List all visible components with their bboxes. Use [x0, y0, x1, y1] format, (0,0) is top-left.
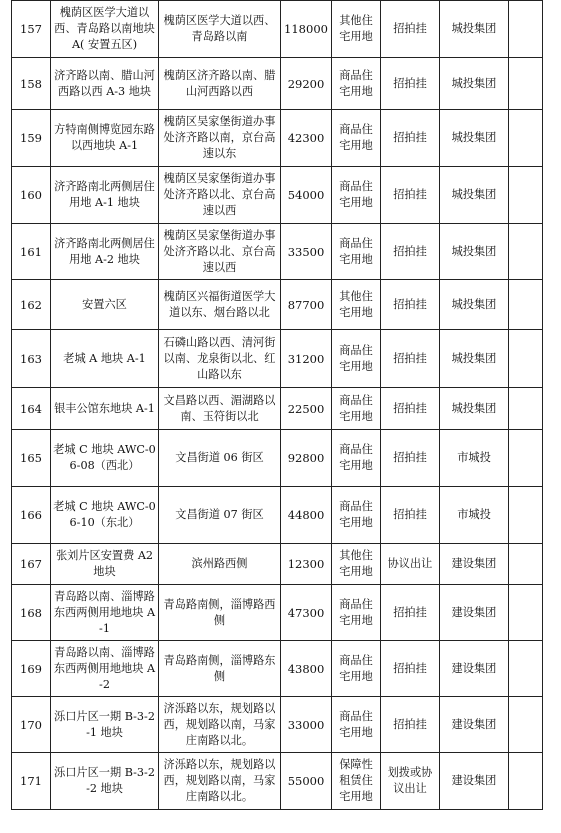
land-use-cell: 商品住宅用地: [332, 697, 381, 753]
plot-name-cell: 安置六区: [51, 280, 159, 330]
table-row: [12, 641, 543, 697]
row-number-cell: 169: [12, 641, 51, 697]
plot-name-cell: 泺口片区一期 B-3-2-1 地块: [51, 697, 159, 753]
plot-name-cell: 张刘片区安置费 A2 地块: [51, 544, 159, 585]
land-use-cell: 商品住宅用地: [332, 110, 381, 167]
table-row: [12, 58, 543, 110]
plot-area-cell: 55000: [281, 753, 332, 810]
table-row: [12, 430, 543, 487]
plot-location-cell: 槐荫区兴福街道医学大道以东、烟台路以北: [159, 280, 281, 330]
row-number-cell: 164: [12, 388, 51, 430]
plot-area-cell: 42300: [281, 110, 332, 167]
plot-location-cell: 青岛路南侧，淄博路西侧: [159, 585, 281, 641]
plot-name-cell: 济齐路以南、腊山河西路以西 A-3 地块: [51, 58, 159, 110]
plot-area-cell: 12300: [281, 544, 332, 585]
plot-name-cell: 方特南侧博览园东路以西地块 A-1: [51, 110, 159, 167]
plot-location-cell: 槐荫区济齐路以南、腊山河西路以西: [159, 58, 281, 110]
plot-name-cell: 老城 C 地块 AWC-06-08（西北）: [51, 430, 159, 487]
remark-cell: [509, 167, 543, 224]
plot-location-cell: 文昌街道 06 街区: [159, 430, 281, 487]
land-use-cell: 商品住宅用地: [332, 58, 381, 110]
land-use-cell: 商品住宅用地: [332, 388, 381, 430]
supply-method-cell: 招拍挂: [381, 430, 440, 487]
plot-location-cell: 石磷山路以西、清河街以南、龙泉街以北、红山路以东: [159, 330, 281, 388]
responsible-unit-cell: 城投集团: [440, 388, 509, 430]
remark-cell: [509, 544, 543, 585]
remark-cell: [509, 641, 543, 697]
supply-method-cell: 招拍挂: [381, 330, 440, 388]
responsible-unit-cell: 城投集团: [440, 110, 509, 167]
plot-area-cell: 22500: [281, 388, 332, 430]
responsible-unit-cell: 市城投: [440, 487, 509, 544]
responsible-unit-cell: 城投集团: [440, 167, 509, 224]
table-row: [12, 110, 543, 167]
supply-method-cell: 招拍挂: [381, 224, 440, 280]
remark-cell: [509, 430, 543, 487]
plot-area-cell: 29200: [281, 58, 332, 110]
plot-area-cell: 33500: [281, 224, 332, 280]
row-number-cell: 158: [12, 58, 51, 110]
table-row: [12, 753, 543, 810]
table-row: [12, 167, 543, 224]
land-use-cell: 商品住宅用地: [332, 330, 381, 388]
remark-cell: [509, 697, 543, 753]
remark-cell: [509, 487, 543, 544]
supply-method-cell: 招拍挂: [381, 585, 440, 641]
responsible-unit-cell: 市城投: [440, 430, 509, 487]
table-row: [12, 388, 543, 430]
row-number-cell: 170: [12, 697, 51, 753]
land-use-cell: 其他住宅用地: [332, 544, 381, 585]
plot-location-cell: 青岛路南侧，淄博路东侧: [159, 641, 281, 697]
remark-cell: [509, 280, 543, 330]
plot-location-cell: 滨州路西侧: [159, 544, 281, 585]
plot-area-cell: 87700: [281, 280, 332, 330]
remark-cell: [509, 58, 543, 110]
supply-method-cell: 招拍挂: [381, 1, 440, 58]
land-use-cell: 其他住宅用地: [332, 1, 381, 58]
row-number-cell: 168: [12, 585, 51, 641]
supply-method-cell: 招拍挂: [381, 641, 440, 697]
land-use-cell: 商品住宅用地: [332, 167, 381, 224]
land-use-cell: 商品住宅用地: [332, 641, 381, 697]
plot-location-cell: 槐荫区吴家堡街道办事处济齐路以南，京台高速以东: [159, 110, 281, 167]
row-number-cell: 171: [12, 753, 51, 810]
plot-location-cell: 槐荫区吴家堡街道办事处济齐路以北、京台高速以西: [159, 224, 281, 280]
remark-cell: [509, 753, 543, 810]
table-row: [12, 330, 543, 388]
row-number-cell: 165: [12, 430, 51, 487]
plot-name-cell: 老城 A 地块 A-1: [51, 330, 159, 388]
row-number-cell: 161: [12, 224, 51, 280]
row-number-cell: 157: [12, 1, 51, 58]
plot-location-cell: 文昌街道 07 街区: [159, 487, 281, 544]
table-row: [12, 487, 543, 544]
supply-method-cell: 招拍挂: [381, 58, 440, 110]
supply-method-cell: 划拨或协议出让: [381, 753, 440, 810]
plot-area-cell: 33000: [281, 697, 332, 753]
responsible-unit-cell: 城投集团: [440, 1, 509, 58]
table-row: [12, 224, 543, 280]
land-use-cell: 商品住宅用地: [332, 224, 381, 280]
plot-name-cell: 济齐路南北两侧居住用地 A-1 地块: [51, 167, 159, 224]
remark-cell: [509, 585, 543, 641]
plot-area-cell: 31200: [281, 330, 332, 388]
remark-cell: [509, 224, 543, 280]
responsible-unit-cell: 建设集团: [440, 544, 509, 585]
table-body: [12, 1, 543, 810]
responsible-unit-cell: 城投集团: [440, 280, 509, 330]
land-plot-table: [11, 0, 543, 810]
land-use-cell: 商品住宅用地: [332, 585, 381, 641]
plot-name-cell: 青岛路以南、淄博路东西两侧用地地块 A-2: [51, 641, 159, 697]
responsible-unit-cell: 建设集团: [440, 753, 509, 810]
table-row: [12, 280, 543, 330]
supply-method-cell: 招拍挂: [381, 280, 440, 330]
supply-method-cell: 招拍挂: [381, 110, 440, 167]
supply-method-cell: 招拍挂: [381, 167, 440, 224]
plot-area-cell: 92800: [281, 430, 332, 487]
supply-method-cell: 协议出让: [381, 544, 440, 585]
plot-area-cell: 54000: [281, 167, 332, 224]
supply-method-cell: 招拍挂: [381, 388, 440, 430]
plot-name-cell: 济齐路南北两侧居住用地 A-2 地块: [51, 224, 159, 280]
row-number-cell: 163: [12, 330, 51, 388]
land-use-cell: 商品住宅用地: [332, 430, 381, 487]
land-use-cell: 商品住宅用地: [332, 487, 381, 544]
plot-name-cell: 青岛路以南、淄博路东西两侧用地地块 A-1: [51, 585, 159, 641]
plot-name-cell: 老城 C 地块 AWC-06-10（东北）: [51, 487, 159, 544]
plot-location-cell: 济泺路以东，规划路以西，规划路以南，马家庄南路以北。: [159, 697, 281, 753]
plot-area-cell: 118000: [281, 1, 332, 58]
plot-location-cell: 槐荫区吴家堡街道办事处济齐路以北、京台高速以西: [159, 167, 281, 224]
plot-location-cell: 文昌路以西、湄湖路以南、玉符街以北: [159, 388, 281, 430]
table-row: [12, 585, 543, 641]
plot-area-cell: 44800: [281, 487, 332, 544]
responsible-unit-cell: 城投集团: [440, 58, 509, 110]
remark-cell: [509, 388, 543, 430]
plot-name-cell: 银丰公馆东地块 A-1: [51, 388, 159, 430]
responsible-unit-cell: 城投集团: [440, 224, 509, 280]
responsible-unit-cell: 城投集团: [440, 330, 509, 388]
responsible-unit-cell: 建设集团: [440, 585, 509, 641]
row-number-cell: 166: [12, 487, 51, 544]
plot-location-cell: 济泺路以东，规划路以西，规划路以南，马家庄南路以北。: [159, 753, 281, 810]
land-use-cell: 其他住宅用地: [332, 280, 381, 330]
row-number-cell: 160: [12, 167, 51, 224]
table-row: [12, 544, 543, 585]
plot-name-cell: 泺口片区一期 B-3-2-2 地块: [51, 753, 159, 810]
remark-cell: [509, 1, 543, 58]
remark-cell: [509, 110, 543, 167]
plot-area-cell: 43800: [281, 641, 332, 697]
responsible-unit-cell: 建设集团: [440, 641, 509, 697]
remark-cell: [509, 330, 543, 388]
row-number-cell: 159: [12, 110, 51, 167]
plot-name-cell: 槐荫区医学大道以西、青岛路以南地块 A( 安置五区): [51, 1, 159, 58]
supply-method-cell: 招拍挂: [381, 697, 440, 753]
responsible-unit-cell: 建设集团: [440, 697, 509, 753]
table-row: [12, 697, 543, 753]
supply-method-cell: 招拍挂: [381, 487, 440, 544]
row-number-cell: 162: [12, 280, 51, 330]
row-number-cell: 167: [12, 544, 51, 585]
plot-area-cell: 47300: [281, 585, 332, 641]
plot-location-cell: 槐荫区医学大道以西、青岛路以南: [159, 1, 281, 58]
table-row: [12, 1, 543, 58]
land-use-cell: 保障性租赁住宅用地: [332, 753, 381, 810]
